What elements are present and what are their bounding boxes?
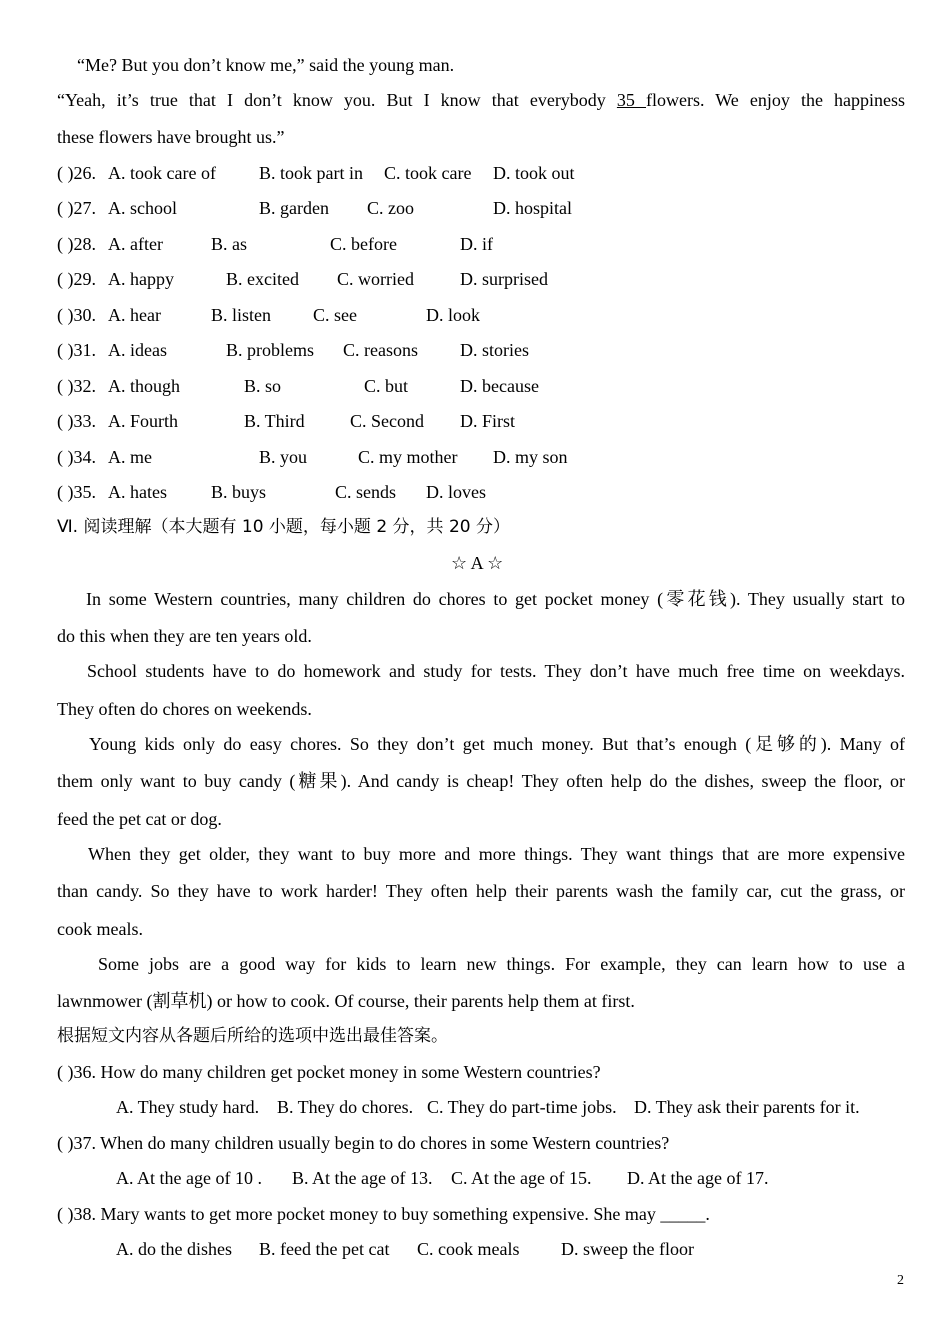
cloze-option-b: B. problems (226, 340, 314, 360)
intro-line-3: these flowers have brought us.” (57, 127, 285, 147)
question-36-option-d: D. They ask their parents for it. (634, 1097, 860, 1117)
passage-line: When they get older, they want to buy more and more things. They want things that are more expensive (88, 844, 905, 864)
cloze-option-c: C. but (364, 376, 409, 396)
question-37-option-d: D. At the age of 17. (627, 1168, 769, 1188)
cloze-option-d: D. if (460, 234, 493, 254)
cloze-option-a: A. took care of (108, 163, 216, 183)
instruction: 根据短文内容从各题后所给的选项中选出最佳答案。 (57, 1026, 448, 1046)
intro-line-2 (57, 91, 905, 109)
cloze-option-d: D. First (460, 411, 516, 431)
cloze-option-a: A. after (108, 234, 163, 254)
cloze-option-d: D. my son (493, 447, 568, 467)
cloze-option-c: C. took care (384, 163, 472, 183)
passage-line: than candy. So they have to work harder! They often help their parents wash the family car, cut the grass, or (57, 881, 905, 901)
cloze-option-a: A. though (108, 376, 180, 396)
cloze-option-c: C. before (330, 234, 397, 254)
passage-line: cook meals. (57, 919, 143, 939)
cloze-option-b: B. garden (259, 198, 329, 218)
cloze-option-a: A. hear (108, 305, 161, 325)
question-38-option-d: D. sweep the floor (561, 1239, 694, 1259)
cloze-option-b: B. buys (211, 482, 267, 502)
cloze-num: ( )32. (57, 376, 96, 396)
cloze-option-b: B. listen (211, 305, 272, 325)
cloze-num: ( )34. (57, 447, 96, 467)
cloze-option-a: A. happy (108, 269, 174, 289)
question-36-option-b: B. They do chores. (277, 1097, 414, 1117)
passage-line: lawnmower (割草机) or how to cook. Of course, their parents help them at first. (57, 991, 635, 1011)
cloze-option-d: D. because (460, 376, 539, 396)
question-38-option-c: C. cook meals (417, 1239, 520, 1259)
cloze-num: ( )27. (57, 198, 96, 218)
question-36: ( )36. How do many children get pocket money in some Western countries? (57, 1062, 601, 1082)
cloze-option-b: B. excited (226, 269, 299, 289)
question-38-end: . (705, 1204, 710, 1224)
question-37: ( )37. When do many children usually begin to do chores in some Western countries? (57, 1133, 670, 1153)
intro-line-2-text: “Yeah, it’s true that I don’t know you. But I know that everybody (57, 90, 617, 110)
cloze-option-b: B. Third (244, 411, 305, 431)
question-38-option-a: A. do the dishes (116, 1239, 232, 1259)
cloze-option-c: C. zoo (367, 198, 414, 218)
cloze-option-b: B. as (211, 234, 247, 254)
question-36-option-a: A. They study hard. (116, 1097, 260, 1117)
passage-line: In some Western countries, many children do chores to get pocket money (零花钱). They usually start to (86, 589, 905, 609)
cloze-option-a: A. Fourth (108, 411, 179, 431)
cloze-option-a: A. school (108, 198, 177, 218)
passage-label: ☆ A ☆ (451, 553, 504, 573)
cloze-option-c: C. Second (350, 411, 424, 431)
cloze-option-d: D. look (426, 305, 480, 325)
cloze-num: ( )28. (57, 234, 96, 254)
passage-line: Young kids only do easy chores. So they don’t get much money. But that’s enough (足够的). Many of (89, 734, 905, 754)
question-38 (57, 1205, 710, 1223)
question-38-option-b: B. feed the pet cat (259, 1239, 390, 1259)
cloze-option-c: C. sends (335, 482, 397, 502)
cloze-option-c: C. worried (337, 269, 414, 289)
cloze-blank-35: 35 (616, 90, 646, 110)
passage-line: Some jobs are a good way for kids to learn new things. For example, they can learn how to use a (98, 954, 905, 974)
cloze-option-c: C. reasons (343, 340, 418, 360)
intro-line-1: “Me? But you don’t know me,” said the young man. (77, 55, 455, 75)
section-title: Ⅵ. 阅读理解（本大题有 10 小题，每小题 2 分，共 20 分） (57, 517, 510, 537)
cloze-option-a: A. ideas (108, 340, 167, 360)
question-37-option-a: A. At the age of 10 . (116, 1168, 262, 1188)
cloze-num: ( )35. (57, 482, 96, 502)
cloze-num: ( )33. (57, 411, 96, 431)
passage-line: do this when they are ten years old. (57, 626, 312, 646)
cloze-option-d: D. surprised (460, 269, 548, 289)
question-37-option-b: B. At the age of 13. (292, 1168, 433, 1188)
passage-line: They often do chores on weekends. (57, 699, 312, 719)
cloze-option-d: D. hospital (493, 198, 572, 218)
passage-line: them only want to buy candy (糖果). And candy is cheap! They often help do the dishes, sweep the floor, or (57, 771, 905, 791)
cloze-option-a: A. hates (108, 482, 167, 502)
cloze-option-d: D. stories (460, 340, 529, 360)
cloze-num: ( )30. (57, 305, 96, 325)
cloze-option-d: D. loves (426, 482, 486, 502)
cloze-num: ( )31. (57, 340, 96, 360)
question-38-blank: _____ (660, 1204, 706, 1224)
cloze-num: ( )26. (57, 163, 96, 183)
question-37-option-c: C. At the age of 15. (451, 1168, 592, 1188)
cloze-option-a: A. me (108, 447, 152, 467)
intro-line-2-end: flowers. We enjoy the happiness (646, 90, 906, 110)
page-number: 2 (897, 1273, 904, 1288)
cloze-option-b: B. you (259, 447, 308, 467)
cloze-option-c: C. my mother (358, 447, 458, 467)
passage-line: School students have to do homework and study for tests. They don’t have much free time on weekdays. (87, 661, 905, 681)
cloze-option-b: B. so (244, 376, 282, 396)
cloze-option-c: C. see (313, 305, 357, 325)
cloze-num: ( )29. (57, 269, 96, 289)
cloze-option-d: D. took out (493, 163, 575, 183)
cloze-option-b: B. took part in (259, 163, 363, 183)
question-38-text: ( )38. Mary wants to get more pocket money to buy something expensive. She may (57, 1204, 661, 1224)
passage-line: feed the pet cat or dog. (57, 809, 222, 829)
question-36-option-c: C. They do part-time jobs. (427, 1097, 617, 1117)
